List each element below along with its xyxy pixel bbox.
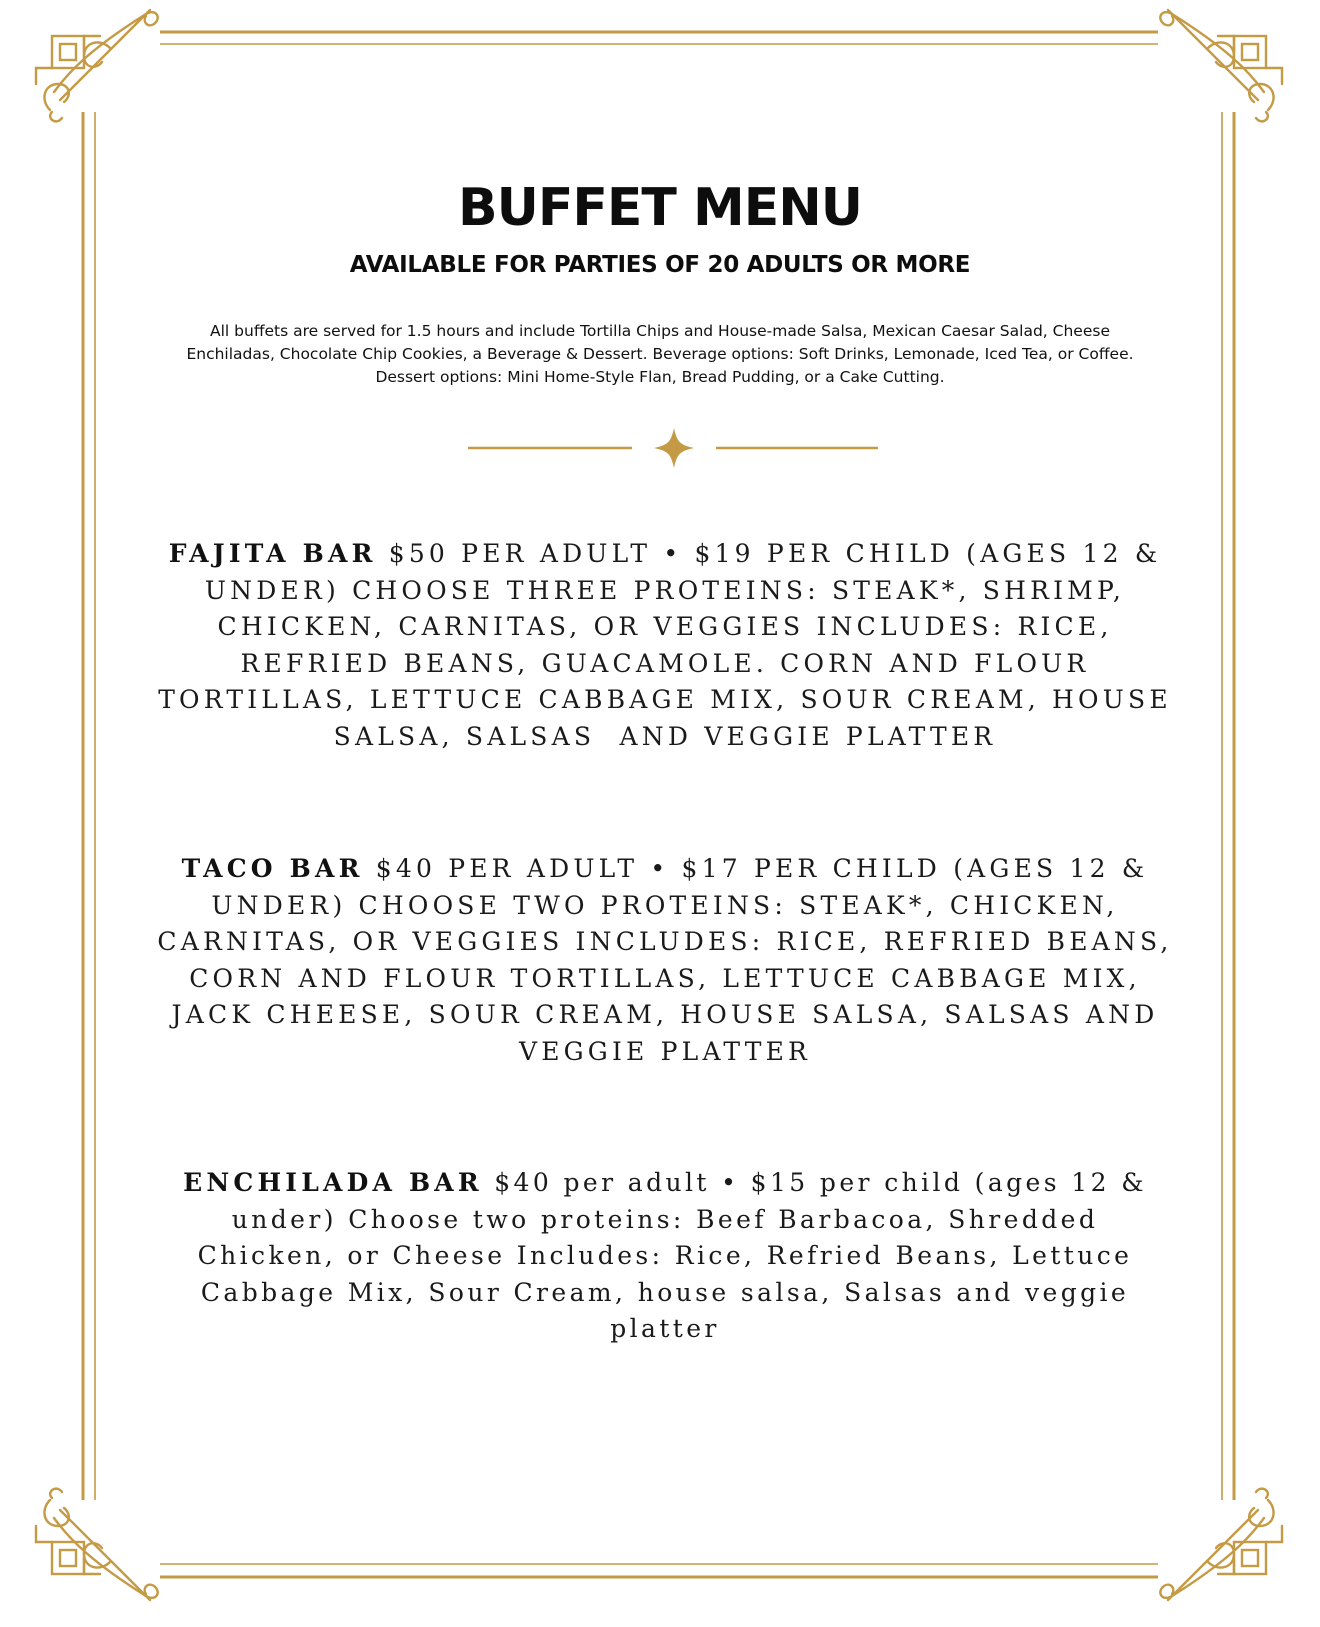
- corner-ornament-top-left-icon: [36, 10, 158, 121]
- intro-paragraph: [160, 320, 1160, 389]
- section-line: REFRIED BEANS, GUACAMOLE. CORN AND FLOUR: [240, 648, 1090, 678]
- section-line: CARNITAS, OR VEGGIES INCLUDES: RICE, REFRIED BEANS,: [157, 927, 1173, 956]
- corner-ornament-bottom-left-icon: [36, 1489, 158, 1600]
- corner-ornament-top-right-icon: [1160, 10, 1282, 121]
- section-first-line: [150, 1165, 1180, 1202]
- section-line: platter: [610, 1314, 720, 1343]
- four-point-star-icon: [654, 428, 694, 468]
- section-line: UNDER) CHOOSE THREE PROTEINS: STEAK*, SHRIMP,: [204, 575, 1126, 605]
- section-line: Cabbage Mix, Sour Cream, house salsa, Salsas and veggie: [200, 1277, 1130, 1307]
- fajita-bar-section: [150, 536, 1180, 755]
- section-line: UNDER) CHOOSE TWO PROTEINS: STEAK*, CHICKEN,: [211, 890, 1119, 920]
- enchilada-bar-section: [150, 1165, 1180, 1348]
- corner-ornament-bottom-right-icon: [1160, 1489, 1282, 1600]
- page-title: BUFFET MENU: [457, 178, 862, 238]
- section-line: CORN AND FLOUR TORTILLAS, LETTUCE CABBAGE MIX,: [189, 963, 1141, 993]
- section-name: FAJITA BAR: [168, 539, 377, 568]
- section-name: ENCHILADA BAR: [183, 1168, 483, 1197]
- intro-line: Dessert options: Mini Home-Style Flan, Bread Pudding, or a Cake Cutting.: [375, 368, 945, 386]
- section-name: TACO BAR: [181, 854, 364, 883]
- section-divider: [460, 428, 880, 468]
- section-price: $40 PER ADULT • $17 PER CHILD (AGES 12 &: [363, 854, 1149, 883]
- section-price: $50 PER ADULT • $19 PER CHILD (AGES 12 &: [376, 539, 1162, 568]
- page-subtitle: AVAILABLE FOR PARTIES OF 20 ADULTS OR MORE: [349, 252, 971, 278]
- intro-line: All buffets are served for 1.5 hours and include Tortilla Chips and House-made Salsa, Mexican Caesar Salad, Cheese: [210, 322, 1110, 340]
- section-line: TORTILLAS, LETTUCE CABBAGE MIX, SOUR CREAM, HOUSE: [158, 685, 1172, 714]
- taco-bar-section: [150, 851, 1180, 1070]
- section-line: JACK CHEESE, SOUR CREAM, HOUSE SALSA, SALSAS AND: [171, 1000, 1159, 1029]
- section-first-line: [150, 851, 1180, 888]
- section-line: under) Choose two proteins: Beef Barbacoa, Shredded: [231, 1204, 1099, 1234]
- section-line: VEGGIE PLATTER: [518, 1036, 812, 1066]
- section-price: $40 per adult • $15 per child (ages 12 &: [482, 1168, 1147, 1197]
- section-line: Chicken, or Cheese Includes: Rice, Refried Beans, Lettuce: [197, 1241, 1133, 1270]
- intro-line: Enchiladas, Chocolate Chip Cookies, a Beverage & Dessert. Beverage options: Soft Drinks, Lemonade, Iced Tea, or Coffee.: [186, 345, 1134, 363]
- section-line: SALSA, SALSAS AND VEGGIE PLATTER: [333, 721, 997, 751]
- section-line: CHICKEN, CARNITAS, OR VEGGIES INCLUDES: RICE,: [217, 612, 1113, 641]
- section-first-line: [150, 536, 1180, 573]
